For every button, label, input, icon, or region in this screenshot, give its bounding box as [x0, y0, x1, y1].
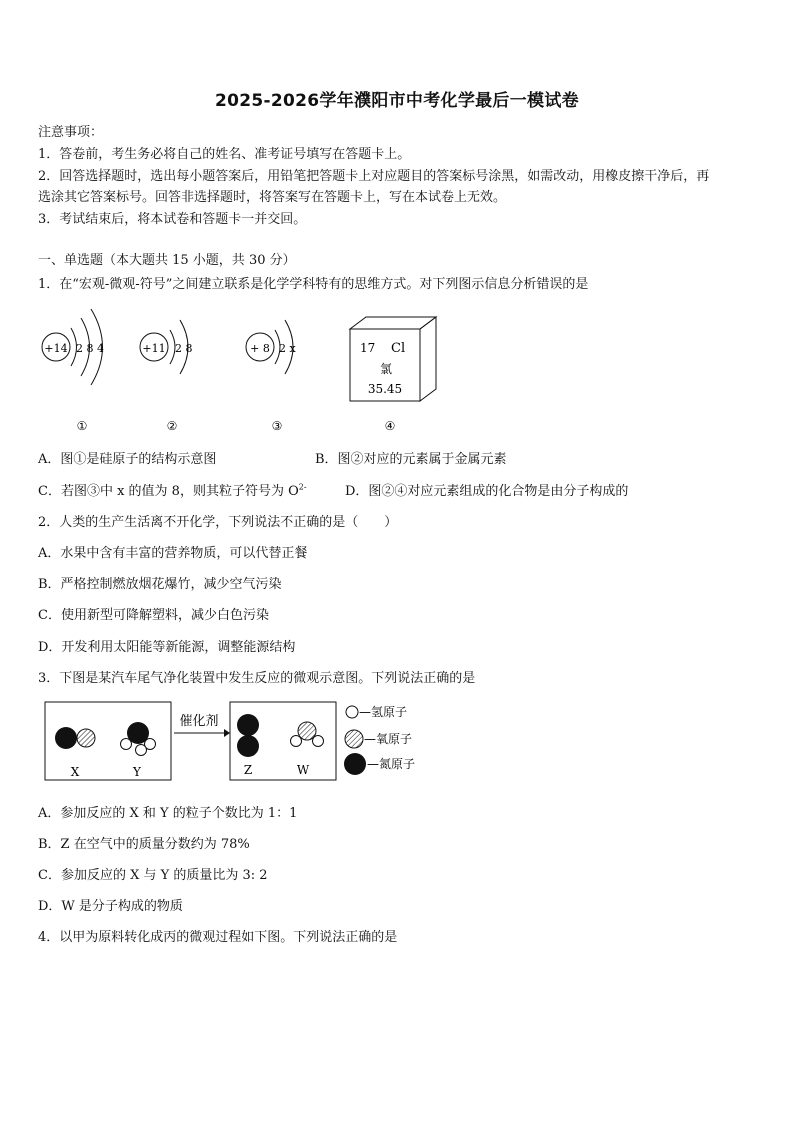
hydrogen-atom — [121, 739, 132, 750]
q2-option: A．水果中含有丰富的营养物质，可以代替正餐 — [38, 546, 308, 561]
atom-1-label: ① — [76, 419, 88, 433]
q3-option: D．W 是分子构成的物质 — [38, 899, 183, 914]
atom-2-nucleus: +11 — [142, 342, 166, 355]
q1-option-c — [38, 480, 307, 499]
atom-diagram-1 — [42, 309, 104, 433]
atom-3-nucleus: + 8 — [250, 342, 270, 355]
q1-figure — [38, 300, 458, 440]
element-mass: 35.45 — [367, 382, 403, 396]
catalyst-label: 催化剂 — [179, 714, 219, 729]
element-name: 氯 — [379, 362, 393, 376]
q1-option-c-text: C．若图③中 x 的值为 8，则其粒子符号为 O — [38, 484, 299, 499]
legend-hydrogen-symbol — [346, 706, 358, 718]
question-4-stem: 4．以甲为原料转化成丙的微观过程如下图。下列说法正确的是 — [38, 930, 398, 945]
section-heading: 一、单选题（本大题共 15 小题，共 30 分） — [38, 253, 296, 268]
hydrogen-atom — [136, 745, 147, 756]
element-symbol: Cl — [391, 341, 406, 356]
atom-3-shells: 2 x — [279, 342, 296, 355]
label-y: Y — [133, 765, 141, 779]
reaction-arrow — [224, 729, 230, 737]
notice-item: 选涂其它答案标号。回答非选择题时，将答案写在答题卡上，写在本试卷上无效。 — [38, 190, 507, 205]
atom-diagram-3 — [246, 320, 296, 433]
q2-option: D．开发利用太阳能等新能源，调整能源结构 — [38, 640, 296, 655]
notice-item: 2．回答选择题时，选出每小题答案后，用铅笔把答题卡上对应题目的答案标号涂黑，如需改动，用橡皮擦干净后，再 — [38, 169, 710, 184]
legend-oxygen: —氧原子 — [364, 732, 413, 746]
q2-option: C．使用新型可降解塑料，减少白色污染 — [38, 608, 269, 623]
label-x: X — [70, 765, 80, 779]
atom-1-shells: 2 8 4 — [76, 342, 104, 355]
page-title: 2025-2026学年濮阳市中考化学最后一模试卷 — [215, 91, 579, 111]
notice-item: 1．答卷前，考生务必将自己的姓名、准考证号填写在答题卡上。 — [38, 147, 411, 162]
question-2-stem: 2．人类的生产生活离不开化学，下列说法不正确的是（ ） — [38, 515, 398, 530]
hydrogen-atom — [313, 736, 324, 747]
element-number: 17 — [360, 341, 376, 355]
question-3-stem: 3．下图是某汽车尾气净化装置中发生反应的微观示意图。下列说法正确的是 — [38, 671, 476, 686]
q3-option: A．参加反应的 X 和 Y 的粒子个数比为 1：1 — [38, 806, 298, 821]
oxygen-atom — [77, 729, 95, 747]
question-1-stem: 1．在“宏观-微观-符号”之间建立联系是化学学科特有的思维方式。对下列图示信息分析错误的是 — [38, 277, 589, 292]
legend-nitrogen: —氮原子 — [367, 757, 416, 771]
legend — [344, 705, 415, 775]
q1-option-b: B．图②对应的元素属于金属元素 — [315, 452, 507, 467]
q1-option-c-superscript: 2- — [298, 482, 307, 492]
q1-option-a: A．图①是硅原子的结构示意图 — [38, 452, 217, 467]
legend-hydrogen: —氢原子 — [359, 705, 408, 719]
atom-3-label: ③ — [271, 419, 283, 433]
atom-2-shells: 2 8 — [175, 342, 193, 355]
label-z: Z — [243, 763, 253, 777]
nitrogen-atom — [237, 735, 259, 757]
q3-option: C．参加反应的 X 与 Y 的质量比为 3: 2 — [38, 868, 268, 883]
atom-1-nucleus: +14 — [44, 342, 68, 355]
atom-2-label: ② — [166, 419, 178, 433]
q3-reaction-diagram — [44, 698, 434, 786]
nitrogen-atom — [237, 714, 259, 736]
legend-oxygen-symbol — [345, 730, 363, 748]
legend-nitrogen-symbol — [344, 753, 366, 775]
nitrogen-atom — [55, 727, 77, 749]
q1-option-d: D．图②④对应元素组成的化合物是由分子构成的 — [345, 484, 629, 499]
hydrogen-atom — [291, 736, 302, 747]
atom-diagram-2 — [140, 320, 193, 433]
label-w: W — [296, 763, 310, 777]
element-cell-label: ④ — [384, 419, 396, 433]
notice-item: 3．考试结束后，将本试卷和答题卡一并交回。 — [38, 212, 307, 227]
q3-option: B．Z 在空气中的质量分数约为 78% — [38, 837, 250, 852]
notice-heading: 注意事项： — [38, 125, 104, 140]
element-cell — [350, 317, 436, 433]
q2-option: B．严格控制燃放烟花爆竹，减少空气污染 — [38, 577, 282, 592]
